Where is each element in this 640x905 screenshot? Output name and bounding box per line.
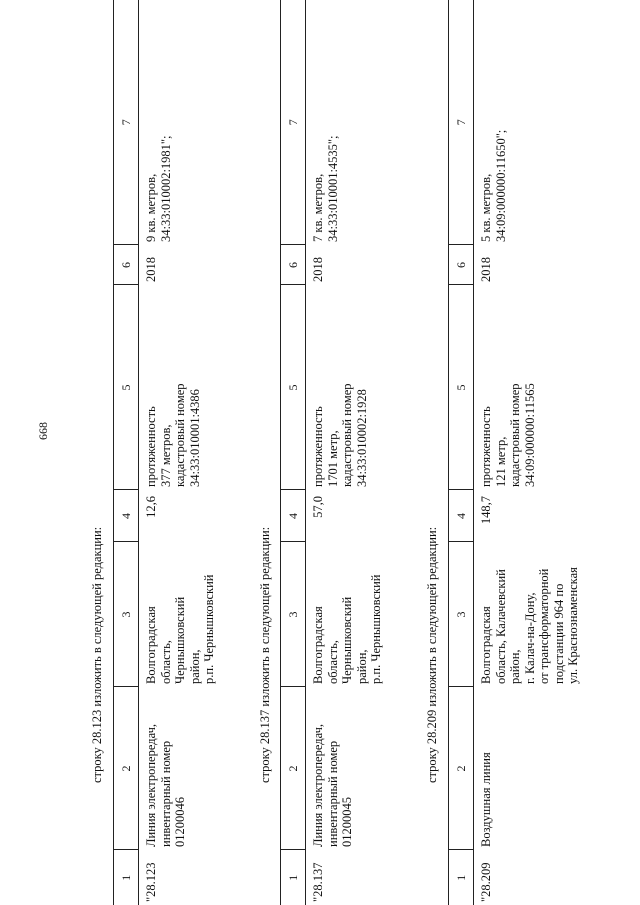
column-header: 3 [114, 542, 139, 687]
object-value: 12,6 [144, 496, 158, 518]
object-year: 2018 [311, 257, 325, 282]
column-header: 7 [114, 0, 139, 245]
column-header: 3 [449, 542, 474, 687]
page-number: 668 [36, 422, 50, 440]
section-intro: строку 28.137 изложить в следующей редакции: [258, 526, 272, 783]
column-header: 2 [281, 687, 306, 850]
section-intro: строку 28.209 изложить в следующей редакции: [425, 526, 439, 783]
column-header: 5 [281, 285, 306, 490]
column-header: 1 [114, 850, 139, 905]
object-name: Воздушная линия [479, 752, 493, 847]
object-year: 2018 [144, 257, 158, 282]
object-name: Линия электропередач, инвентарный номер 01200045 [311, 723, 354, 847]
object-name: Линия электропередач, инвентарный номер 01200046 [144, 723, 187, 847]
column-header: 4 [449, 490, 474, 542]
row-number: "28.137 [311, 862, 325, 902]
column-header: 6 [449, 245, 474, 285]
column-header: 2 [114, 687, 139, 850]
column-header: 5 [449, 285, 474, 490]
table-header-row [281, 0, 306, 905]
table-row [474, 0, 581, 905]
column-header: 6 [281, 245, 306, 285]
object-year: 2018 [479, 257, 493, 282]
object-description: протяженность 1701 метр, кадастровый номер 34:33:010002:1928 [311, 383, 369, 487]
column-header: 6 [114, 245, 139, 285]
section-intro: строку 28.123 изложить в следующей редакции: [90, 526, 104, 783]
section-table [280, 0, 384, 905]
table-header-row [449, 0, 474, 905]
object-location: Волгоградская область, Чернышковский район, р.п. Чернышковский [311, 574, 383, 684]
object-extra: 7 кв. метров, 34:33:010001:4535"; [311, 135, 340, 242]
column-header: 2 [449, 687, 474, 850]
column-header: 7 [281, 0, 306, 245]
column-header: 7 [449, 0, 474, 245]
column-header: 1 [281, 850, 306, 905]
column-header: 1 [449, 850, 474, 905]
table-row [306, 0, 384, 905]
column-header: 4 [281, 490, 306, 542]
object-value: 148,7 [479, 496, 493, 525]
column-header: 3 [281, 542, 306, 687]
row-number: "28.123 [144, 862, 158, 902]
object-location: Волгоградская область, Калачевский район, г. Калач-на-Дону, от трансформаторной подстанции 964 по ул. Краснознаменская [479, 567, 580, 684]
object-description: протяженность 121 метр, кадастровый номер 34:09:000000:11565 [479, 383, 537, 487]
table-row [139, 0, 217, 905]
column-header: 4 [114, 490, 139, 542]
object-location: Волгоградская область, Чернышковский район, р.п. Чернышковский [144, 574, 216, 684]
row-number: "28.209 [479, 862, 493, 902]
object-extra: 9 кв. метров, 34:33:010002:1981"; [144, 135, 173, 242]
table-header-row [114, 0, 139, 905]
column-header: 5 [114, 285, 139, 490]
object-description: протяженность 377 метров, кадастровый номер 34:33:010001:4386 [144, 383, 202, 487]
section-table [113, 0, 217, 905]
section-table [448, 0, 581, 905]
object-extra: 5 кв. метров, 34:09:000000:11650"; [479, 129, 508, 242]
object-value: 57,0 [311, 496, 325, 518]
